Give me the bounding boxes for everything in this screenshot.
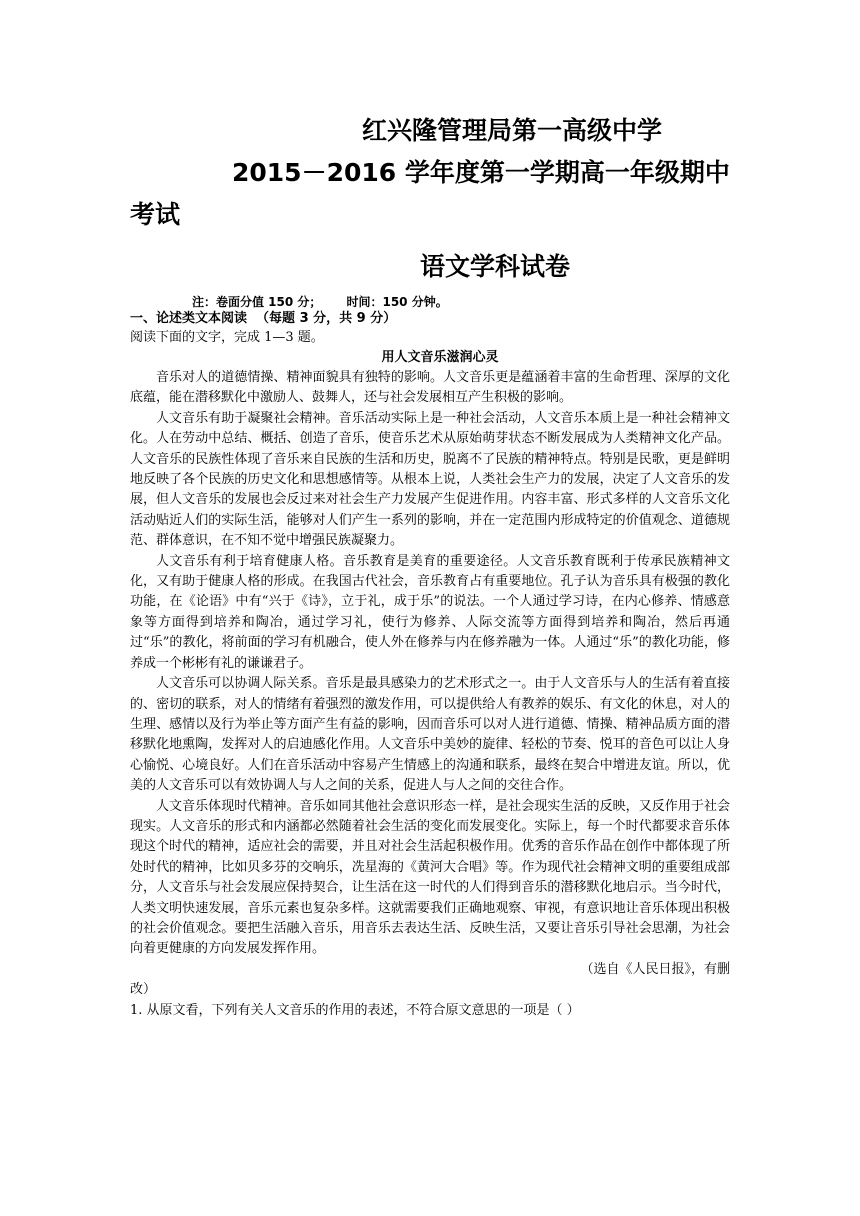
subject-title: 语文学科试卷	[420, 252, 571, 281]
section-heading: 一、论述类文本阅读 （每题 3 分，共 9 分）	[130, 311, 397, 326]
school-title: 红兴隆管理局第一高级中学	[362, 116, 663, 145]
exam-page	[130, 110, 730, 1021]
article-paragraph: 人文音乐体现时代精神。音乐如同其他社会意识形态一样，是社会现实生活的反映，又反作用于社会现实。人文音乐的形式和内涵都必然随着社会生活的变化而发展变化。实际上，每一个时代都要求音乐体现这个时代的精神，适应社会的需要，并且对社会生活起积极作用。优秀的音乐作品在创作中都体现了所处时代的精神，比如贝多芬的交响乐，冼星海的《黄河大合唱》等。作为现代社会精神文明的重要组成部分，人文音乐与社会发展应保持契合，让生活在这一时代的人们得到音乐的潜移默化地启示。当今时代，人类文明快速发展，音乐元素也复杂多样。这就需要我们正确地观察、审视，有意识地让音乐体现出积极的社会价值观念。要把生活融入音乐，用音乐去表达生活、反映生活，又要让音乐引导社会思潮，为社会向着更健康的方向发展发挥作用。	[130, 798, 730, 957]
article-paragraph: 人文音乐有利于培育健康人格。音乐教育是美育的重要途径。人文音乐教育既利于传承民族精神文化，又有助于健康人格的形成。在我国古代社会，音乐教育占有重要地位。孔子认为音乐具有极强的教化功能，在《论语》中有“兴于《诗》，立于礼，成于乐”的说法。一个人通过学习诗，在内心修养、情感意象等方面得到培养和陶冶，通过学习礼，使行为修养、人际交流等方面得到培养和陶冶，然后再通过“乐”的教化，将前面的学习有机融合，使人外在修养与内在修养融为一体。人通过“乐”的教化功能，修养成一个彬彬有礼的谦谦君子。	[130, 553, 730, 671]
question-1: 1. 从原文看，下列有关人文音乐的作用的表述，不符合原文意思的一项是（ ）	[130, 1002, 580, 1018]
article-source-tail: 改）	[130, 982, 157, 998]
reading-instruction: 阅读下面的文字，完成 1—3 题。	[130, 330, 324, 345]
exam-title-line2: 考试	[130, 200, 181, 229]
article-paragraph: 人文音乐有助于凝聚社会精神。音乐活动实际上是一种社会活动，人文音乐本质上是一种社会精神文化。人在劳动中总结、概括、创造了音乐，使音乐艺术从原始萌芽状态不断发展成为人类精神文化产品。人文音乐的民族性体现了音乐来自民族的生活和历史，脱离不了民族的精神特点。特别是民歌，更是鲜明地反映了各个民族的历史文化和思想感情等。从根本上说，人类社会生产力的发展，决定了人文音乐的发展，但人文音乐的发展也会反过来对社会生产力发展产生促进作用。内容丰富、形式多样的人文音乐文化活动贴近人们的实际生活，能够对人们产生一系列的影响，并在一定范围内形成特定的价值观念、道德规范、群体意识，在不知不觉中增强民族凝聚力。	[130, 410, 730, 549]
exam-title-line1: 2015－2016 学年度第一学期高一年级期中	[232, 158, 730, 187]
article-paragraph: 人文音乐可以协调人际关系。音乐是最具感染力的艺术形式之一。由于人文音乐与人的生活有着直接的、密切的联系，对人的情绪有着强烈的激发作用，可以提供给人有教养的娱乐、有文化的休息，对人的生理、感情以及行为举止等方面产生有益的影响，因而音乐可以对人进行道德、情操、精神品质方面的潜移默化地熏陶，发挥对人的启迪感化作用。人文音乐中美妙的旋律、轻松的节奏、悦耳的音色可以让人身心愉悦、心境良好。人们在音乐活动中容易产生情感上的沟通和联系，最终在契合中增进友谊。所以，优美的人文音乐可以有效协调人与人之间的关系，促进人与人之间的交往合作。	[130, 676, 730, 794]
article-title: 用人文音乐滋润心灵	[381, 350, 499, 365]
exam-note: 注：卷面分值 150 分； 时间：150 分钟。	[192, 295, 448, 309]
article-paragraph: 音乐对人的道德情操、精神面貌具有独特的影响。人文音乐更是蕴涵着丰富的生命哲理、深厚的文化底蕴，能在潜移默化中激励人、鼓舞人，还与社会发展相互产生积极的影响。	[130, 370, 730, 406]
article-source: （选自《人民日报》，有删	[580, 961, 730, 977]
